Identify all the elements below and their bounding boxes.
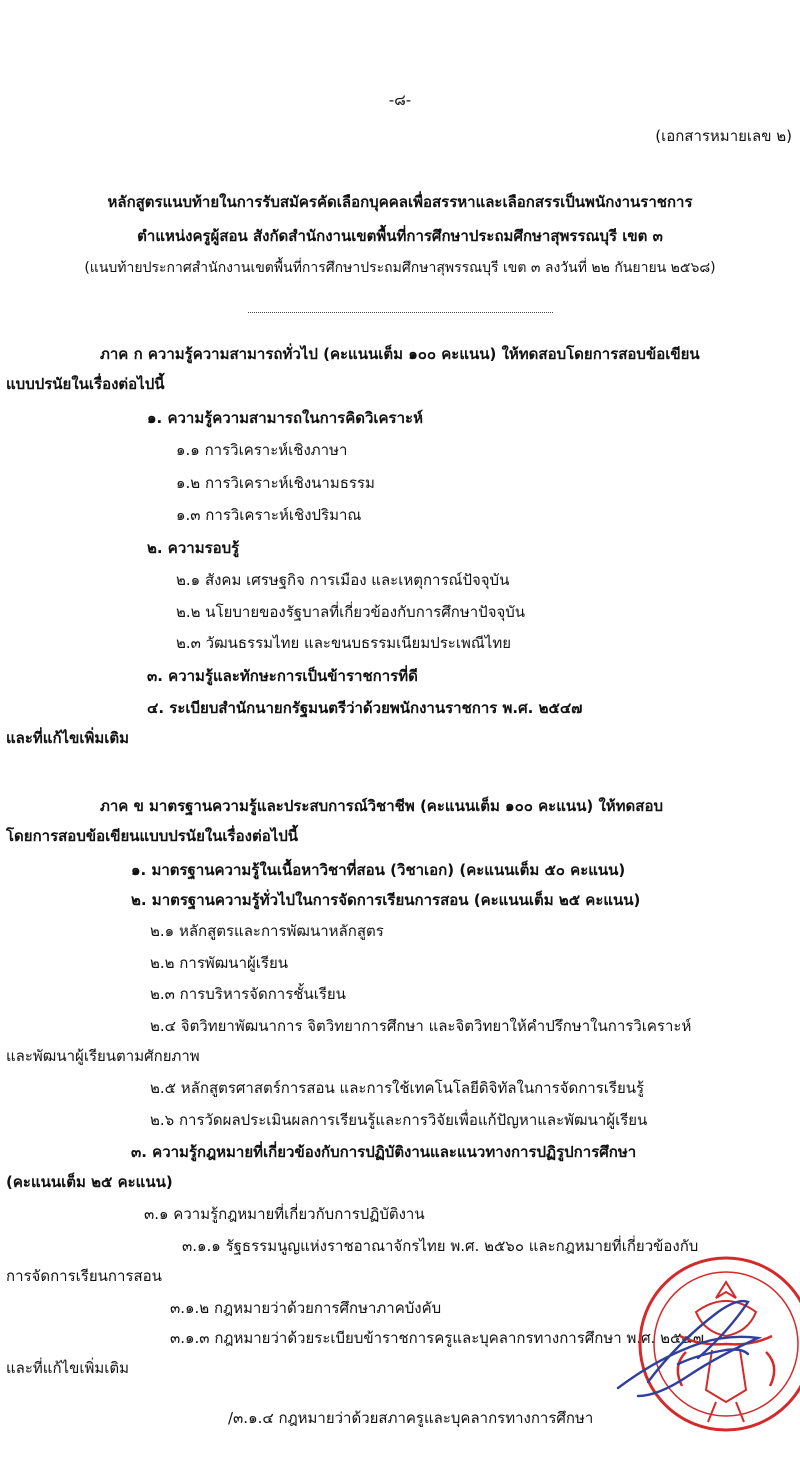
part-b-item-2-1: ๒.๑ หลักสูตรและการพัฒนาหลักสูตร — [150, 922, 384, 940]
part-b-item-2-3: ๒.๓ การบริหารจัดการชั้นเรียน — [150, 985, 346, 1003]
part-b-item-3-1-1-cont: การจัดการเรียนการสอน — [6, 1267, 162, 1285]
part-b-item-2: ๒. มาตรฐานความรู้ทั่วไปในการจัดการเรียนการสอน (คะแนนเต็ม ๒๕ คะแนน) — [131, 891, 641, 909]
part-a-item-1-1: ๑.๑ การวิเคราะห์เชิงภาษา — [176, 441, 348, 459]
part-a-item-2: ๒. ความรอบรู้ — [147, 539, 240, 557]
part-b-item-3-1: ๓.๑ ความรู้กฎหมายที่เกี่ยวกับการปฏิบัติงาน — [144, 1205, 425, 1223]
part-b-item-2-6: ๒.๖ การวัดผลประเมินผลการเรียนรู้และการวิจัยเพื่อแก้ปัญหาและพัฒนาผู้เรียน — [150, 1111, 648, 1129]
part-b-item-2-4-cont: และพัฒนาผู้เรียนตามศักยภาพ — [6, 1047, 200, 1065]
page-number: -๘- — [388, 91, 412, 109]
title-line-1: หลักสูตรแนบท้ายในการรับสมัครคัดเลือกบุคคลเพื่อสรรหาและเลือกสรรเป็นพนักงานราชการ — [107, 193, 693, 211]
part-a-item-3: ๓. ความรู้และทักษะการเป็นข้าราชการที่ดี — [147, 667, 418, 685]
part-b-item-2-2: ๒.๒ การพัฒนาผู้เรียน — [150, 954, 289, 972]
part-b-item-2-5: ๒.๕ หลักสูตรศาสตร์การสอน และการใช้เทคโนโลยีดิจิทัลในการจัดการเรียนรู้ — [150, 1079, 645, 1097]
part-b-item-3-1-1: ๓.๑.๑ รัฐธรรมนูญแห่งราชอาณาจักรไทย พ.ศ. ๒๕๖๐ และกฎหมายที่เกี่ยวข้องกับ — [182, 1237, 699, 1255]
part-b-intro-1: ภาค ข มาตรฐานความรู้และประสบการณ์วิชาชีพ (คะแนนเต็ม ๑๐๐ คะแนน) ให้ทดสอบ — [100, 797, 663, 815]
part-b-intro-2: โดยการสอบข้อเขียนแบบปรนัยในเรื่องต่อไปนี้ — [6, 827, 299, 845]
part-a-item-2-2: ๒.๒ นโยบายของรัฐบาลที่เกี่ยวข้องกับการศึกษาปัจจุบัน — [176, 603, 526, 621]
part-a-item-2-1: ๒.๑ สังคม เศรษฐกิจ การเมือง และเหตุการณ์ปัจจุบัน — [176, 571, 510, 589]
dotted-separator — [248, 312, 553, 313]
part-a-intro-1: ภาค ก ความรู้ความสามารถทั่วไป (คะแนนเต็ม ๑๐๐ คะแนน) ให้ทดสอบโดยการสอบข้อเขียน — [100, 345, 700, 363]
part-b-item-3-1-3: ๓.๑.๓ กฎหมายว่าด้วยระเบียบข้าราชการครูและบุคลากรทางการศึกษา พ.ศ. ๒๕๔๗ — [170, 1329, 705, 1347]
title-line-3: (แนบท้ายประกาศสำนักงานเขตพื้นที่การศึกษาประถมศึกษาสุพรรณบุรี เขต ๓ ลงวันที่ ๒๒ กันยายน ๒๕๖๘) — [84, 260, 716, 276]
part-b-item-3-1-3-cont: และที่แก้ไขเพิ่มเติม — [6, 1359, 130, 1377]
part-a-item-1: ๑. ความรู้ความสามารถในการคิดวิเคราะห์ — [147, 409, 423, 427]
part-b-item-3-1-2: ๓.๑.๒ กฎหมายว่าด้วยการศึกษาภาคบังคับ — [170, 1299, 442, 1317]
part-a-item-4: ๔. ระเบียบสำนักนายกรัฐมนตรีว่าด้วยพนักงานราชการ พ.ศ. ๒๕๔๗ — [147, 699, 583, 717]
part-b-item-3-cont: (คะแนนเต็ม ๒๕ คะแนน) — [6, 1173, 173, 1191]
part-a-item-1-3: ๑.๓ การวิเคราะห์เชิงปริมาณ — [176, 506, 362, 524]
part-a-item-2-3: ๒.๓ วัฒนธรรมไทย และขนบธรรมเนียมประเพณีไทย — [176, 634, 511, 652]
document-reference: (เอกสารหมายเลข ๒) — [655, 127, 792, 145]
part-a-item-4-cont: และที่แก้ไขเพิ่มเติม — [6, 729, 130, 747]
official-seal-icon — [608, 1232, 800, 1468]
next-page-continuation: /๓.๑.๔ กฎหมายว่าด้วยสภาครูและบุคลากรทางการศึกษา — [228, 1409, 594, 1427]
part-b-item-3: ๓. ความรู้กฎหมายที่เกี่ยวข้องกับการปฏิบัติงานและแนวทางการปฏิรูปการศึกษา — [131, 1143, 637, 1161]
part-a-item-1-2: ๑.๒ การวิเคราะห์เชิงนามธรรม — [176, 474, 375, 492]
part-b-item-2-4: ๒.๔ จิตวิทยาพัฒนาการ จิตวิทยาการศึกษา และจิตวิทยาให้คำปรึกษาในการวิเคราะห์ — [150, 1017, 692, 1035]
part-b-item-1: ๑. มาตรฐานความรู้ในเนื้อหาวิชาที่สอน (วิชาเอก) (คะแนนเต็ม ๕๐ คะแนน) — [131, 861, 626, 879]
title-line-2: ตำแหน่งครูผู้สอน สังกัดสำนักงานเขตพื้นที่การศึกษาประถมศึกษาสุพรรณบุรี เขต ๓ — [137, 227, 663, 245]
part-a-intro-2: แบบปรนัยในเรื่องต่อไปนี้ — [6, 375, 165, 393]
